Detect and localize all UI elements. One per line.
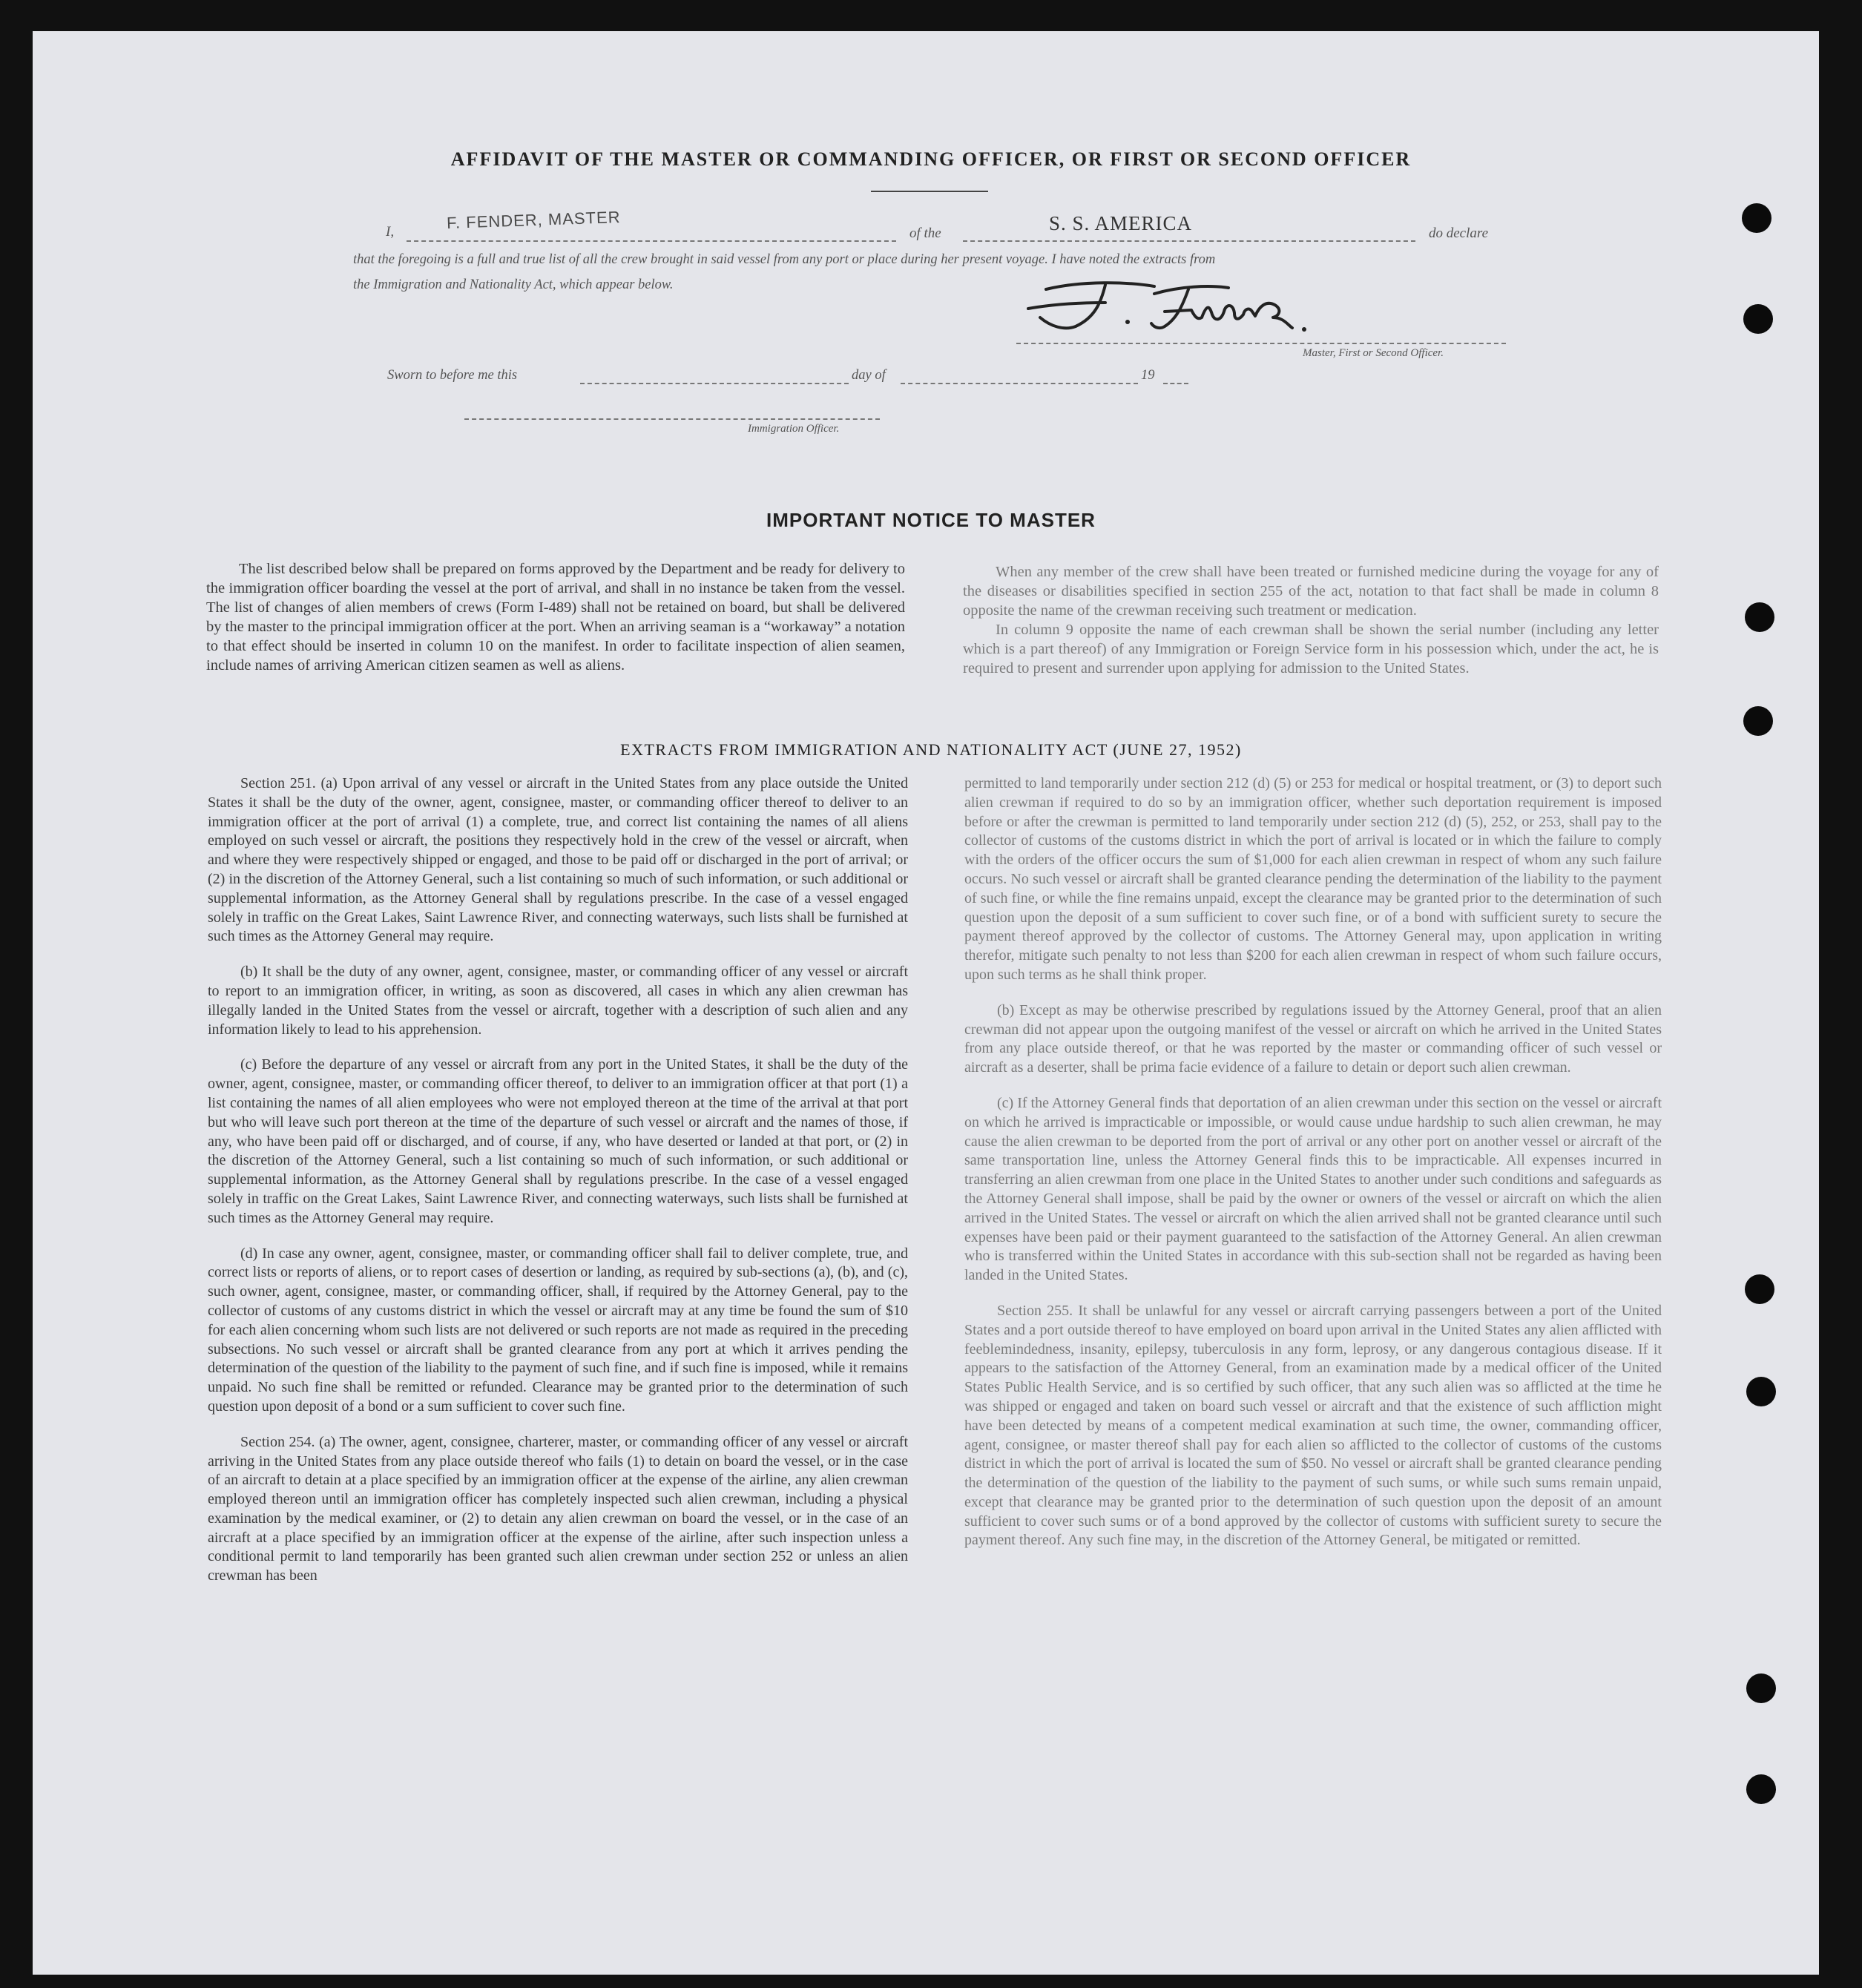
section-254-b: (b) Except as may be otherwise prescribed by regulations issued by the Attorney General, proof that an alien crewman did not appear upon the outgoing manifest of the vessel or aircraft on which he arrived in the United States from any place outside thereof, or that he was reported by the master or commanding officer of such vessel or aircraft as a deserter, shall be prima facie evidence of a failure to detain or deport such alien crewman. bbox=[964, 1001, 1662, 1076]
punch-hole bbox=[1746, 1377, 1776, 1406]
vessel-name: S. S. AMERICA bbox=[1049, 212, 1193, 234]
notice-title: IMPORTANT NOTICE TO MASTER bbox=[766, 509, 1096, 531]
officer-caption: Immigration Officer. bbox=[748, 423, 840, 435]
year-line bbox=[1163, 383, 1188, 384]
declarant-line bbox=[407, 240, 896, 242]
sworn-month-line bbox=[901, 383, 1138, 384]
notice-left-paragraph bbox=[206, 559, 905, 675]
year-prefix: 19 bbox=[1141, 368, 1155, 383]
extracts-left-column bbox=[208, 774, 908, 1586]
punch-hole bbox=[1743, 304, 1773, 334]
punch-hole bbox=[1743, 706, 1773, 736]
punch-hole bbox=[1742, 203, 1771, 233]
master-signature bbox=[1024, 273, 1335, 340]
title-rule bbox=[871, 191, 988, 192]
section-254-c: (c) If the Attorney General finds that deportation of an alien crewman under this section on the vessel or aircraft on which he arrived is impracticable or impossible, or would cause undue hardship to such alien crewman, he may cause the alien crewman to be deported from the port of arrival or any other port on another vessel or aircraft of the same transportation line, unless the Attorney General finds this to be impracticable. All expenses incurred in transferring an alien crewman from one place in the United States to another under such conditions and safeguards as the Attorney General shall impose, shall be paid by the owner or owners of the vessel or aircraft on which the alien arrived in the United States. The vessel or aircraft on which the alien arrived shall not be granted clearance until such expenses have been paid or their payment guaranteed to the satisfaction of the Attorney General. An alien crewman who is transferred within the United States in accordance with this sub-section shall not be regarded as having been landed in the United States. bbox=[964, 1094, 1662, 1284]
section-254-a-cont: permitted to land temporarily under section 212 (d) (5) or 253 for medical or hospital treatment, or (3) to deport such alien crewman if required to do so by an immigration officer, whether such deportation requirement is imposed before or after the crewman is permitted to land temporarily under section 212 (d) (5), 252, or 253, shall pay to the collector of customs of the customs district in which the port of arrival is located or in which the failure to comply with the orders of the officer occurs the sum of $1,000 for each alien crewman in respect of whom any such failure occurs. No such vessel or aircraft shall be granted clearance pending the determination of the liability to the payment of such fine, or while the fine remains unpaid, except the clearance may be granted prior to the determination of such question upon the deposit of a sum sufficient to cover such fine, or of a bond with sufficient surety to secure the payment thereof approved by the collector of customs. The Attorney General may, upon application in writing therefor, mitigate such penalty to not less than $200 for each alien crewman in respect of whom such failure occurs, upon such terms as he shall think proper. bbox=[964, 775, 1662, 983]
do-declare-label: do declare bbox=[1429, 226, 1489, 241]
notice-right-block bbox=[963, 562, 1659, 678]
vessel-line bbox=[963, 240, 1415, 242]
notice-left-text: The list described below shall be prepared on forms approved by the Department and be ready for delivery to the immigration officer boarding the vessel at the port of arrival, and shall in no instance be taken from the vessel. The list of changes of alien members of crews (Form I-489) shall not be retained on board, but shall be delivered by the master to the principal immigration officer at the port. When an arriving seaman is a “workaway” a notation to that effect should be inserted in column 10 on the manifest. In order to facilitate inspection of alien seamen, include names of arriving American citizen seamen as well as aliens. bbox=[206, 561, 905, 674]
affidavit-title: AFFIDAVIT OF THE MASTER OR COMMANDING OFFICER, OR FIRST OR SECOND OFFICER bbox=[450, 148, 1412, 170]
of-the-label: of the bbox=[909, 226, 941, 241]
affidavit-statement-2: the Immigration and Nationality Act, which appear below. bbox=[353, 277, 674, 292]
affidavit-statement-1: that the foregoing is a full and true list of all the crew brought in said vessel from any port or place during her present voyage. I have noted the extracts from bbox=[353, 252, 1216, 267]
section-254-a: Section 254. (a) The owner, agent, consignee, charterer, master, or commanding officer of any vessel or aircraft arriving in the United States from any place outside thereof who fails (1) to detain on board the vessel, or in the case of an aircraft to detain at a place specified by an immigration officer at the expense of the airline, any alien crewman employed thereon until an immigration officer has completely inspected such alien crewman, including a physical examination by the medical examiner, or (2) to detain any alien crewman on board the vessel, or in the case of an aircraft at a place specified by an immigration officer at the expense of the airline, after such inspection unless a conditional permit to land temporarily has been granted such alien crewman under section 252 or unless an alien crewman has been bbox=[208, 1433, 908, 1584]
officer-line bbox=[464, 418, 880, 420]
declarant-name: F. FENDER, MASTER bbox=[446, 207, 621, 233]
sworn-day-line bbox=[580, 383, 849, 384]
declarant-prefix: I, bbox=[386, 224, 395, 240]
day-of-label: day of bbox=[852, 368, 886, 383]
punch-hole bbox=[1746, 1774, 1776, 1804]
punch-hole bbox=[1745, 1274, 1774, 1304]
notice-right-text-1: When any member of the crew shall have been treated or furnished medicine during the voyage for any of the diseases or disabilities specified in section 255 of the act, notation to that fact shall be made in column 8 opposite the name of the crewman receiving such treatment or medication. bbox=[963, 564, 1659, 619]
signature-line bbox=[1016, 343, 1506, 344]
extracts-title: EXTRACTS FROM IMMIGRATION AND NATIONALITY ACT (JUNE 27, 1952) bbox=[620, 740, 1242, 759]
punch-hole bbox=[1745, 602, 1774, 632]
section-251-a: Section 251. (a) Upon arrival of any vessel or aircraft in the United States from any place outside the United States it shall be the duty of the owner, agent, consignee, master, or commanding officer thereof to deliver to an immigration officer at the port of arrival (1) a complete, true, and correct list containing the names of all aliens employed on such vessel or aircraft, the positions they respectively hold in the crew of the vessel or aircraft, when and where they were respectively shipped or engaged, and those to be paid off or discharged in the port of arrival; or (2) in the discretion of the Attorney General, such a list containing so much of such information, or such additional or supplemental information, as the Attorney General shall by regulations prescribe. In the case of a vessel engaged solely in traffic on the Great Lakes, Saint Lawrence River, and connecting waterways, such lists shall be furnished at such times as the Attorney General may require. bbox=[208, 775, 908, 945]
punch-hole bbox=[1746, 1673, 1776, 1703]
section-251-d: (d) In case any owner, agent, consignee, master, or commanding officer shall fail to deliver complete, true, and correct lists or reports of aliens, or to report cases of desertion or landing, as required by sub-sections (a), (b), and (c), such owner, agent, consignee, master, or commanding officer, shall, if required by the Attorney General, pay to the collector of customs of any customs district in which the vessel or aircraft may at any time be found the sum of $10 for each alien concerning whom such lists are not delivered or such reports are not made as required in the preceding subsections. No such vessel or aircraft shall be granted clearance from any port at which it arrives pending the determination of the question of the liability to the payment of such fine, and if such fine is imposed, while it remains unpaid. No such fine shall be remitted or refunded. Clearance may be granted prior to the determination of such question upon deposit of a bond or a sum sufficient to cover such fine. bbox=[208, 1245, 908, 1415]
section-251-b: (b) It shall be the duty of any owner, agent, consignee, master, or commanding officer of any vessel or aircraft to report to an immigration officer, in writing, as soon as discovered, all cases in which any alien crewman has illegally landed in the United States from the vessel or aircraft, together with a description of such alien and any information likely to lead to his apprehension. bbox=[208, 964, 908, 1038]
extracts-right-column bbox=[964, 774, 1662, 1550]
signature-caption: Master, First or Second Officer. bbox=[1303, 347, 1444, 359]
notice-right-text-2: In column 9 opposite the name of each crewman shall be shown the serial number (including any letter which is a part thereof) of any Immigration or Foreign Service form in his possession which, under the act, he is required to present and surrender upon applying for admission to the United States. bbox=[963, 622, 1659, 677]
section-251-c: (c) Before the departure of any vessel or aircraft from any port in the United States, it shall be the duty of the owner, agent, consignee, master, or commanding officer thereof, to deliver to an immigration officer at that port (1) a list containing the names of all alien employees who were not employed thereon at the time of the arrival at that port but who will leave such port thereon at the time of the departure of such vessel or aircraft and the names of those, if any, who have been paid off or discharged, and of course, if any, who have deserted or landed at that port, or (2) in the discretion of the Attorney General, such a list containing so much of such information, or such additional or supplemental information, as the Attorney General shall by regulations prescribe. In the case of a vessel engaged solely in traffic on the Great Lakes, Saint Lawrence River, and connecting waterways, such lists shall be furnished at such times as the Attorney General may require. bbox=[208, 1056, 908, 1226]
section-255: Section 255. It shall be unlawful for any vessel or aircraft carrying passengers between a port of the United States and a port outside thereof to have employed on board upon arrival in the United States any alien afflicted with feeblemindedness, insanity, epilepsy, tuberculosis in any form, leprosy, or any dangerous contagious disease. If it appears to the satisfaction of the Attorney General, from an examination made by a medical officer of the United States Public Health Service, and is so certified by such officer, that any such alien was so afflicted at the time he was shipped or engaged and taken on board such vessel or aircraft and that the existence of such affliction might have been detected by means of a competent medical examination at such time, the owner, commanding officer, agent, consignee, or master thereof shall pay for each alien so afflicted to the collector of customs of the customs district in which the port of arrival is located the sum of $50. No vessel or aircraft shall be granted clearance pending the determination of the question of the liability to the payment of such sums, or while such sums remain unpaid, except that clearance may be granted prior to the determination of such question upon the deposit of an amount sufficient to cover such sums or of a bond approved by the collector of customs with sufficient surety to secure the payment thereof. Any such fine may, in the discretion of the Attorney General, be mitigated or remitted. bbox=[964, 1302, 1662, 1549]
sworn-label: Sworn to before me this bbox=[387, 368, 518, 383]
